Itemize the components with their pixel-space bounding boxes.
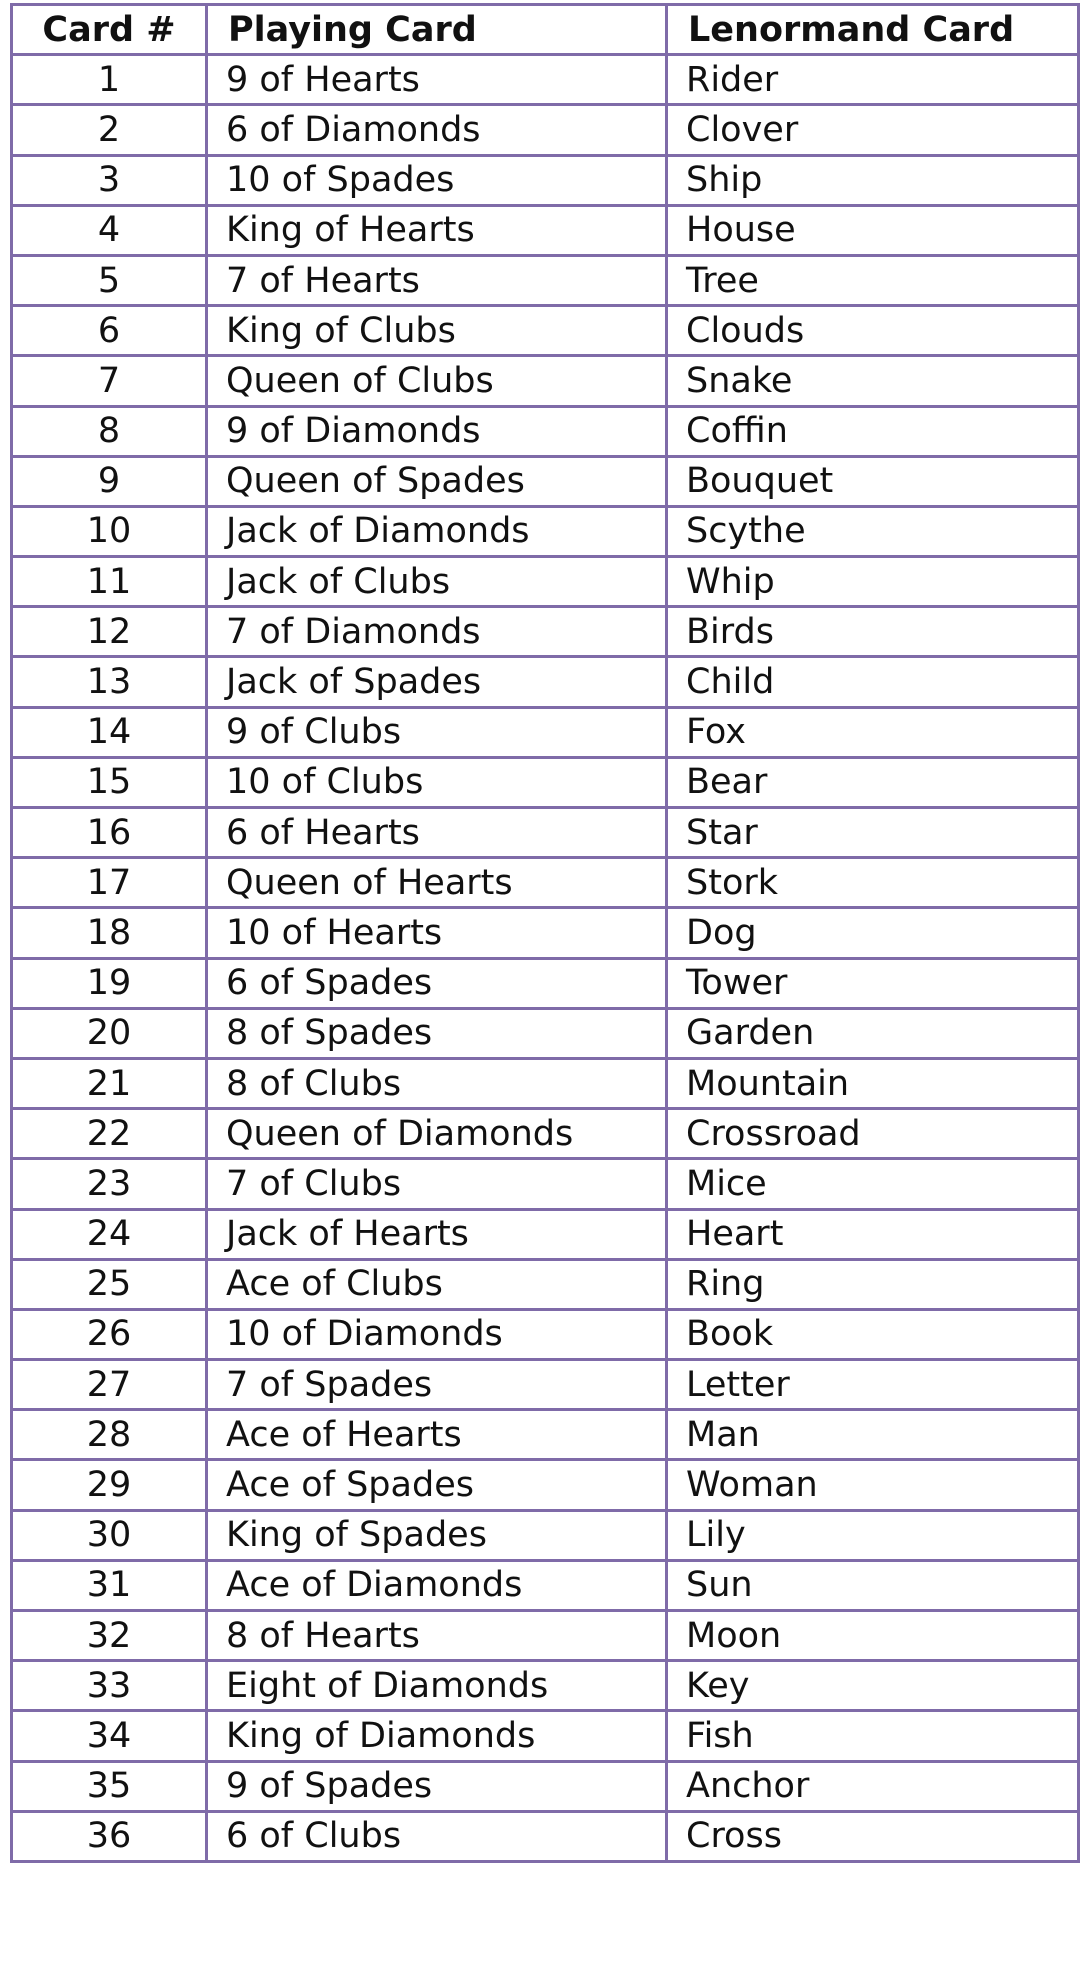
table-row (12, 1109, 1079, 1159)
header-row (12, 5, 1079, 55)
playing-card-cell: 7 of Clubs (207, 1159, 667, 1209)
card-table (10, 3, 1080, 1863)
lenormand-card-cell: Mountain (667, 1058, 1079, 1108)
lenormand-card-cell: Lily (667, 1510, 1079, 1560)
playing-card-cell: 10 of Clubs (207, 757, 667, 807)
playing-card-cell: 7 of Spades (207, 1360, 667, 1410)
lenormand-card-cell: Bouquet (667, 456, 1079, 506)
lenormand-card-cell: Sun (667, 1560, 1079, 1610)
table-row (12, 1209, 1079, 1259)
card-number-cell: 32 (12, 1611, 207, 1661)
card-number-cell: 29 (12, 1460, 207, 1510)
playing-card-cell: Ace of Hearts (207, 1410, 667, 1460)
lenormand-card-cell: Book (667, 1309, 1079, 1359)
playing-card-cell: 9 of Diamonds (207, 406, 667, 456)
playing-card-cell: Queen of Spades (207, 456, 667, 506)
card-number-cell: 17 (12, 858, 207, 908)
card-number-cell: 2 (12, 105, 207, 155)
playing-card-cell: 6 of Spades (207, 958, 667, 1008)
lenormand-card-cell: Crossroad (667, 1109, 1079, 1159)
card-number-cell: 21 (12, 1058, 207, 1108)
table-row (12, 1611, 1079, 1661)
lenormand-card-cell: Man (667, 1410, 1079, 1460)
playing-card-cell: Jack of Hearts (207, 1209, 667, 1259)
lenormand-card-cell: Garden (667, 1008, 1079, 1058)
playing-card-cell: 6 of Clubs (207, 1811, 667, 1861)
card-number-cell: 9 (12, 456, 207, 506)
table-row (12, 205, 1079, 255)
lenormand-card-cell: Woman (667, 1460, 1079, 1510)
card-number-cell: 6 (12, 306, 207, 356)
card-number-cell: 35 (12, 1761, 207, 1811)
table-row (12, 607, 1079, 657)
playing-card-cell: King of Diamonds (207, 1711, 667, 1761)
table-row (12, 1309, 1079, 1359)
table-row (12, 657, 1079, 707)
lenormand-card-cell: Fish (667, 1711, 1079, 1761)
lenormand-card-cell: Mice (667, 1159, 1079, 1209)
card-number-cell: 14 (12, 707, 207, 757)
lenormand-card-cell: Scythe (667, 506, 1079, 556)
lenormand-card-cell: Cross (667, 1811, 1079, 1861)
header-playing-card: Playing Card (207, 5, 667, 55)
card-number-cell: 20 (12, 1008, 207, 1058)
playing-card-cell: 10 of Hearts (207, 908, 667, 958)
card-number-cell: 15 (12, 757, 207, 807)
card-number-cell: 8 (12, 406, 207, 456)
table-row (12, 1259, 1079, 1309)
table-row (12, 55, 1079, 105)
table-row (12, 406, 1079, 456)
lenormand-card-cell: Anchor (667, 1761, 1079, 1811)
table-row (12, 757, 1079, 807)
playing-card-cell: 9 of Clubs (207, 707, 667, 757)
lenormand-card-cell: Tree (667, 255, 1079, 305)
table-row (12, 1410, 1079, 1460)
table-row (12, 1159, 1079, 1209)
card-number-cell: 31 (12, 1560, 207, 1610)
card-number-cell: 24 (12, 1209, 207, 1259)
card-number-cell: 27 (12, 1360, 207, 1410)
table-row (12, 306, 1079, 356)
card-number-cell: 34 (12, 1711, 207, 1761)
table-row (12, 155, 1079, 205)
table-row (12, 707, 1079, 757)
card-number-cell: 28 (12, 1410, 207, 1460)
table-row (12, 1008, 1079, 1058)
table-row (12, 858, 1079, 908)
card-number-cell: 4 (12, 205, 207, 255)
header-card-number: Card # (12, 5, 207, 55)
header-lenormand-card: Lenormand Card (667, 5, 1079, 55)
lenormand-card-cell: House (667, 205, 1079, 255)
table-row (12, 958, 1079, 1008)
table-row (12, 506, 1079, 556)
playing-card-cell: 8 of Clubs (207, 1058, 667, 1108)
lenormand-card-cell: Fox (667, 707, 1079, 757)
card-number-cell: 33 (12, 1661, 207, 1711)
table-row (12, 356, 1079, 406)
playing-card-cell: 6 of Diamonds (207, 105, 667, 155)
lenormand-card-cell: Star (667, 808, 1079, 858)
playing-card-cell: 10 of Spades (207, 155, 667, 205)
card-number-cell: 5 (12, 255, 207, 305)
table-row (12, 1510, 1079, 1560)
playing-card-cell: Jack of Spades (207, 657, 667, 707)
card-number-cell: 23 (12, 1159, 207, 1209)
playing-card-cell: 10 of Diamonds (207, 1309, 667, 1359)
lenormand-card-cell: Coffin (667, 406, 1079, 456)
lenormand-card-cell: Key (667, 1661, 1079, 1711)
table-row (12, 1360, 1079, 1410)
playing-card-cell: 6 of Hearts (207, 808, 667, 858)
card-number-cell: 11 (12, 557, 207, 607)
card-number-cell: 16 (12, 808, 207, 858)
table-row (12, 1058, 1079, 1108)
lenormand-card-cell: Ship (667, 155, 1079, 205)
table-row (12, 1811, 1079, 1861)
lenormand-card-cell: Whip (667, 557, 1079, 607)
playing-card-cell: 9 of Hearts (207, 55, 667, 105)
lenormand-card-cell: Clouds (667, 306, 1079, 356)
card-number-cell: 25 (12, 1259, 207, 1309)
card-number-cell: 36 (12, 1811, 207, 1861)
table-row (12, 557, 1079, 607)
playing-card-cell: King of Hearts (207, 205, 667, 255)
lenormand-card-cell: Snake (667, 356, 1079, 406)
card-number-cell: 18 (12, 908, 207, 958)
playing-card-cell: Ace of Clubs (207, 1259, 667, 1309)
playing-card-cell: 8 of Hearts (207, 1611, 667, 1661)
table-row (12, 456, 1079, 506)
table-row (12, 1560, 1079, 1610)
table-row (12, 808, 1079, 858)
table-row (12, 1460, 1079, 1510)
playing-card-cell: King of Clubs (207, 306, 667, 356)
table-header (12, 5, 1079, 55)
lenormand-card-cell: Tower (667, 958, 1079, 1008)
playing-card-cell: 7 of Hearts (207, 255, 667, 305)
card-number-cell: 13 (12, 657, 207, 707)
playing-card-cell: 7 of Diamonds (207, 607, 667, 657)
playing-card-cell: Ace of Spades (207, 1460, 667, 1510)
table-row (12, 1711, 1079, 1761)
lenormand-card-cell: Dog (667, 908, 1079, 958)
card-number-cell: 22 (12, 1109, 207, 1159)
playing-card-cell: Queen of Diamonds (207, 1109, 667, 1159)
playing-card-cell: Jack of Diamonds (207, 506, 667, 556)
card-number-cell: 12 (12, 607, 207, 657)
table-row (12, 105, 1079, 155)
lenormand-card-cell: Child (667, 657, 1079, 707)
table-row (12, 1661, 1079, 1711)
playing-card-cell: King of Spades (207, 1510, 667, 1560)
lenormand-card-cell: Rider (667, 55, 1079, 105)
lenormand-card-cell: Letter (667, 1360, 1079, 1410)
table-row (12, 255, 1079, 305)
lenormand-card-cell: Stork (667, 858, 1079, 908)
playing-card-cell: 9 of Spades (207, 1761, 667, 1811)
playing-card-cell: Queen of Clubs (207, 356, 667, 406)
playing-card-cell: Jack of Clubs (207, 557, 667, 607)
playing-card-cell: Queen of Hearts (207, 858, 667, 908)
card-number-cell: 30 (12, 1510, 207, 1560)
table-row (12, 1761, 1079, 1811)
card-number-cell: 3 (12, 155, 207, 205)
lenormand-card-cell: Ring (667, 1259, 1079, 1309)
playing-card-cell: Ace of Diamonds (207, 1560, 667, 1610)
lenormand-card-cell: Birds (667, 607, 1079, 657)
card-number-cell: 26 (12, 1309, 207, 1359)
lenormand-card-cell: Clover (667, 105, 1079, 155)
playing-card-cell: 8 of Spades (207, 1008, 667, 1058)
card-number-cell: 10 (12, 506, 207, 556)
card-number-cell: 1 (12, 55, 207, 105)
lenormand-card-cell: Heart (667, 1209, 1079, 1259)
lenormand-card-cell: Bear (667, 757, 1079, 807)
playing-card-cell: Eight of Diamonds (207, 1661, 667, 1711)
card-number-cell: 7 (12, 356, 207, 406)
card-number-cell: 19 (12, 958, 207, 1008)
lenormand-card-cell: Moon (667, 1611, 1079, 1661)
table-body (12, 55, 1079, 1862)
table-row (12, 908, 1079, 958)
